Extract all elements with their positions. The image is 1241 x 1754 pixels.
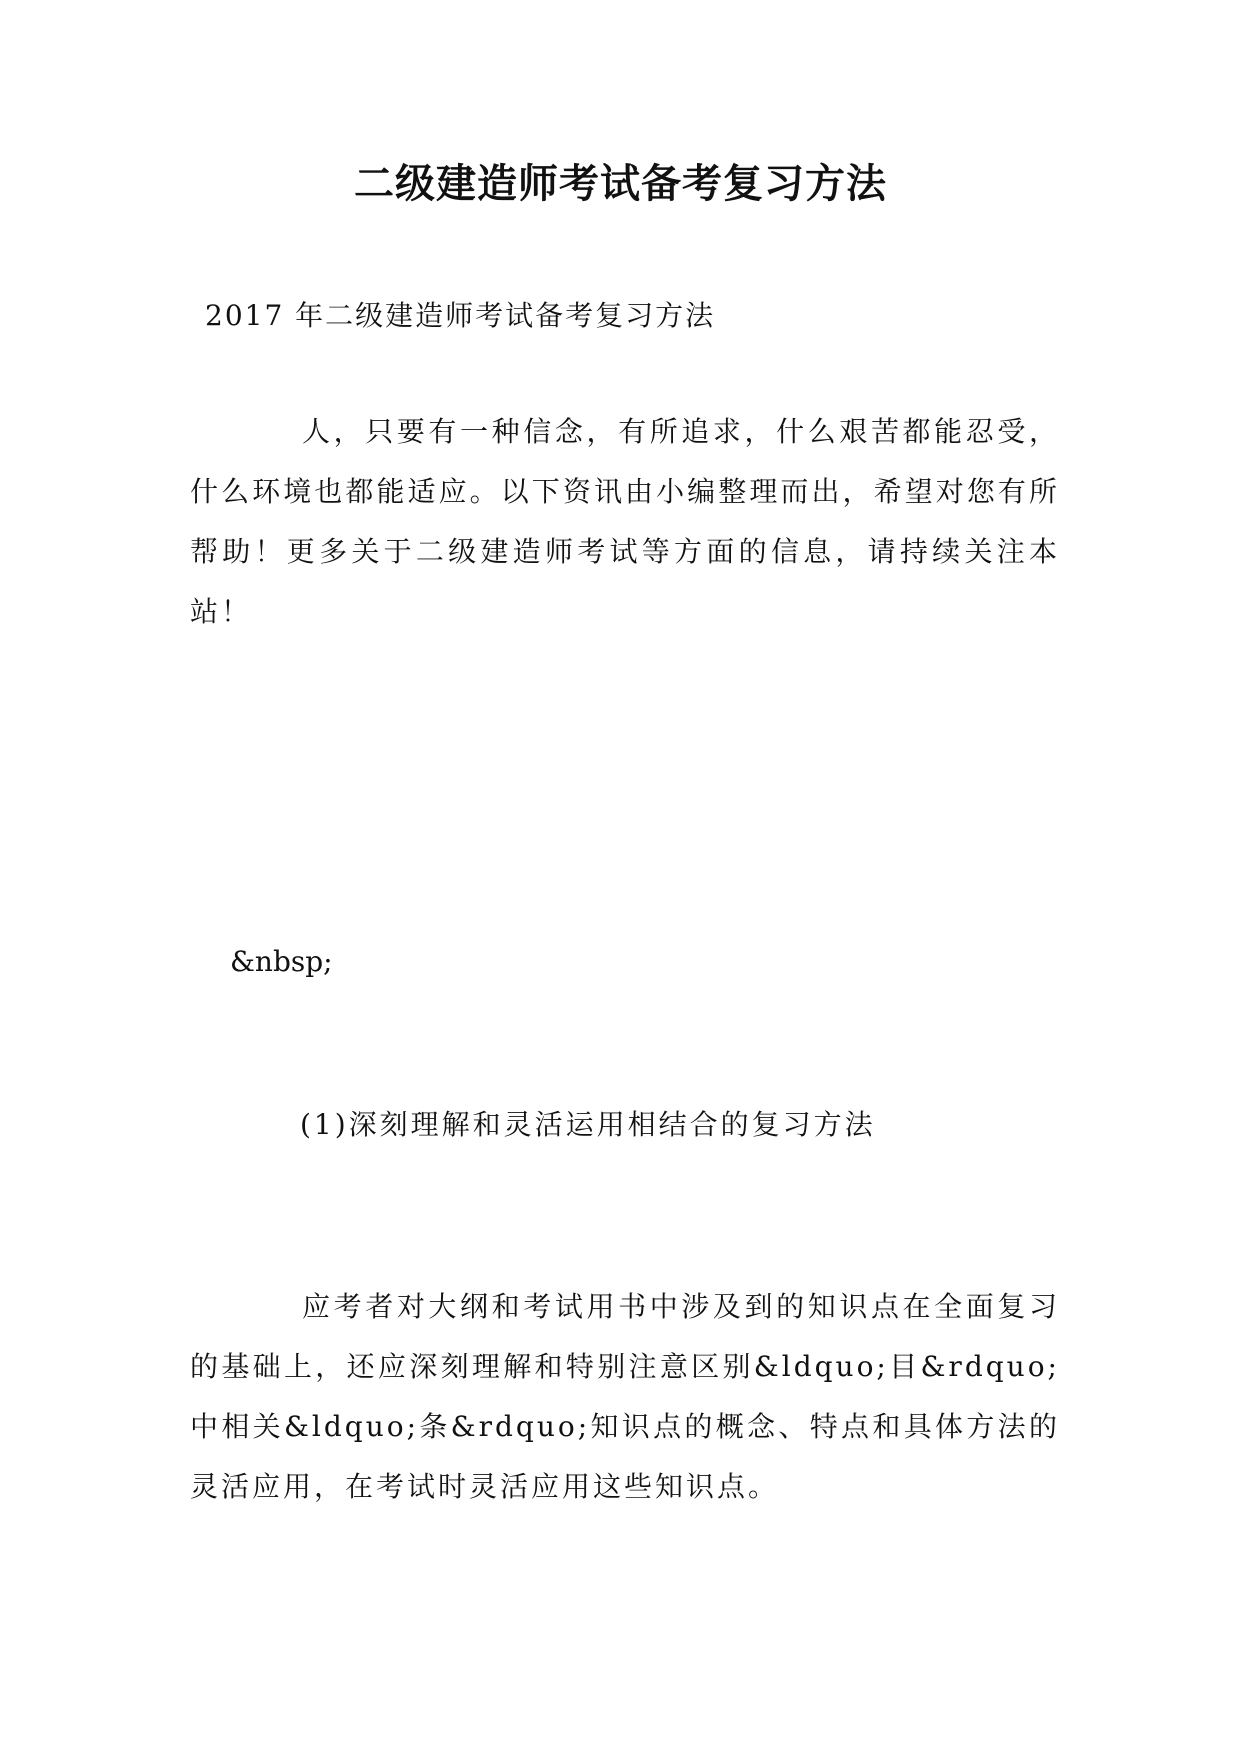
document-title: 二级建造师考试备考复习方法	[354, 161, 887, 207]
section-heading: (1)深刻理解和灵活运用相结合的复习方法	[300, 1108, 876, 1141]
intro-paragraph: 人，只要有一种信念，有所追求，什么艰苦都能忍受，什么环境也都能适应。以下资讯由小编整理而出，希望对您有所帮助！更多关于二级建造师考试等方面的信息，请持续关注本站！	[190, 415, 1060, 628]
nbsp-text: &nbsp;	[230, 945, 333, 978]
section-paragraph: 应考者对大纲和考试用书中涉及到的知识点在全面复习的基础上，还应深刻理解和特别注意区别&ldquo;目&rdquo;中相关&ldquo;条&rdquo;知识点的概念、特点和具体方法的灵活应用，在考试时灵活应用这些知识点。	[190, 1290, 1060, 1503]
document-subtitle: 2017 年二级建造师考试备考复习方法	[205, 299, 716, 332]
